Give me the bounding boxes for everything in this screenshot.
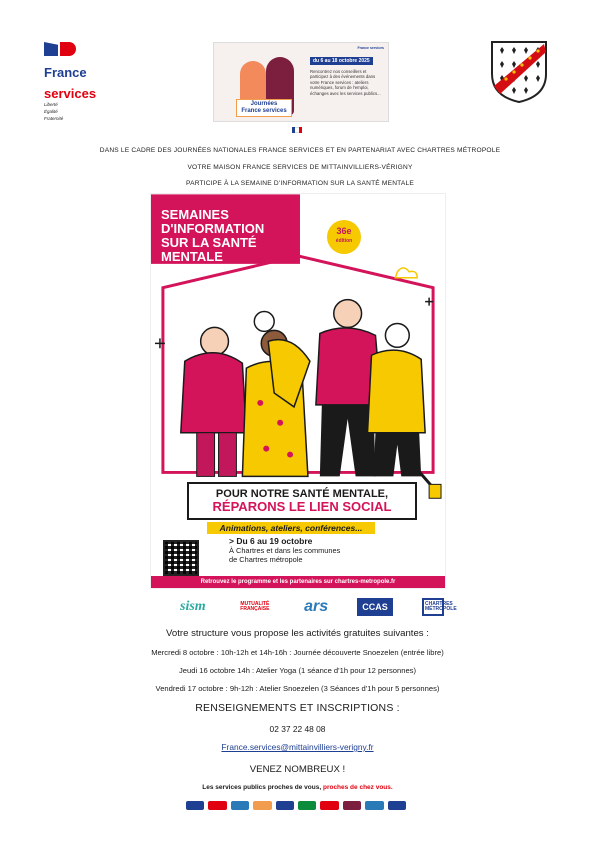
slogan-line-1: POUR NOTRE SANTÉ MENTALE, — [215, 488, 389, 500]
sism-logo: sism — [180, 599, 206, 614]
banner-date: du 6 au 18 octobre 2025 — [310, 57, 373, 65]
poster-dates-3: de Chartres métropole — [229, 555, 303, 564]
journees-tag-line2: France services — [241, 108, 287, 114]
phone-number: 02 37 22 48 08 — [269, 724, 326, 734]
offer-heading: Votre structure vous propose les activités gratuites suivantes : — [166, 628, 429, 639]
info-heading: RENSEIGNEMENTS ET INSCRIPTIONS : — [195, 702, 400, 714]
banner-mini-logo: France services — [357, 46, 384, 50]
partner-logos — [180, 594, 457, 620]
motto-fraternite: Fraternité — [44, 116, 64, 121]
venez-nombreux: VENEZ NOMBREUX ! — [249, 764, 346, 775]
edition-word: édition — [335, 238, 353, 244]
chartres-metropole-logo: CHARTRES MÉTROPOLE — [422, 598, 444, 616]
french-flag-icon — [292, 127, 302, 133]
poster-title-2: D'INFORMATION — [161, 221, 265, 236]
journees-tag-line1: Journées — [250, 101, 278, 107]
tagline-part-1: Les services publics proches de vous, — [202, 784, 323, 791]
poster-title-1: SEMAINES — [161, 207, 229, 222]
activity-3: Vendredi 17 octobre : 9h-12h : Atelier Snoezelen (3 Séances d'1h pour 5 personnes) — [155, 684, 440, 693]
marianne-icon — [44, 40, 114, 58]
footer-logos-strip — [186, 799, 406, 811]
tagline — [40, 784, 555, 791]
qr-code-icon — [163, 540, 199, 576]
program-bar: Retrouvez le programme et les partenaires sur chartres-metropole.fr — [151, 576, 445, 588]
poster-title — [161, 208, 301, 264]
intro-line-3: PARTICIPE À LA SEMAINE D'INFORMATION SUR LA SANTÉ MENTALE — [186, 180, 414, 187]
motto-egalite: Égalité — [44, 109, 58, 114]
brand-services: services — [44, 86, 97, 101]
brand-france: France — [44, 65, 87, 80]
sism-poster — [150, 193, 446, 589]
municipal-crest-icon — [488, 38, 550, 104]
poster-title-4: MENTALE — [161, 249, 223, 264]
poster-dates-1: > Du 6 au 19 octobre — [229, 536, 313, 546]
slogan-box — [187, 482, 417, 520]
journees-france-services-banner — [213, 42, 389, 122]
intro-line-2: VOTRE MAISON FRANCE SERVICES DE MITTAINVILLIERS-VÉRIGNY — [187, 164, 413, 171]
poster-title-3: SUR LA SANTÉ — [161, 235, 257, 250]
edition-number: 36e — [336, 226, 352, 236]
activity-2: Jeudi 16 octobre 14h : Atelier Yoga (1 séance d'1h pour 12 personnes) — [178, 666, 417, 675]
journees-tag — [236, 99, 292, 117]
activity-1: Mercredi 8 octobre : 10h-12h et 14h-16h : Journée découverte Snoezelen (entrée libre) — [151, 648, 444, 657]
france-services-logo — [44, 40, 114, 121]
poster-dates-2: À Chartres et dans les communes — [229, 546, 341, 555]
mutualite-logo: MUTUALITÉ FRANÇAISE — [240, 601, 270, 612]
slogan-line-2: RÉPARONS LE LIEN SOCIAL — [212, 499, 392, 514]
banner-text: Rencontrez nos conseillers et participez à des événements dans votre France services : ateliers numériques, forum de l'emploi, échanges avec les services publics... — [310, 69, 381, 96]
edition-badge — [327, 220, 361, 254]
email-link[interactable]: France.services@mittainvilliers-verigny.fr — [221, 742, 374, 752]
motto-liberte: Liberté — [44, 102, 58, 107]
intro-line-1: DANS LE CADRE DES JOURNÉES NATIONALES FRANCE SERVICES ET EN PARTENARIAT AVEC CHARTRES MÉTROPOLE — [99, 147, 501, 154]
activities-banner: Animations, ateliers, conférences... — [207, 522, 375, 534]
ccas-logo: CCAS — [357, 598, 393, 616]
poster-dates — [229, 537, 340, 564]
ars-logo: ars — [304, 598, 329, 615]
tagline-part-2: proches de chez vous. — [322, 784, 393, 791]
